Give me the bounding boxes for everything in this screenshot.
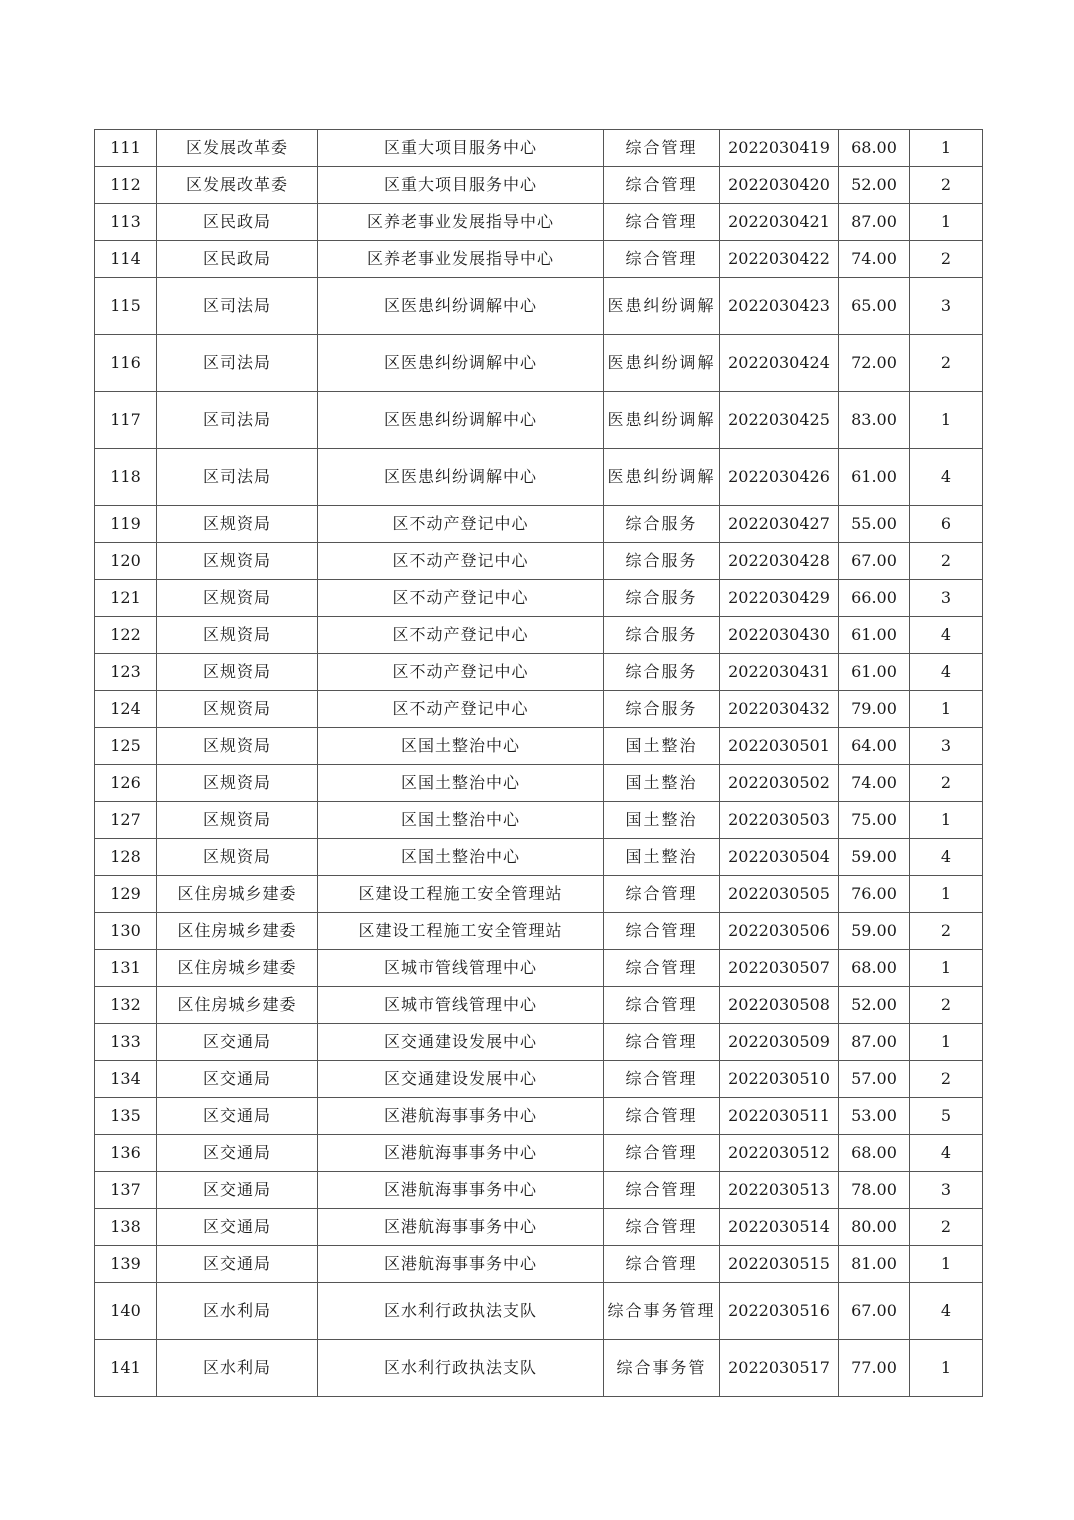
cell-score: 61.00	[839, 617, 910, 654]
cell-department: 区住房城乡建委	[157, 987, 318, 1024]
cell-recruiting-unit: 区不动产登记中心	[318, 691, 604, 728]
cell-rank: 1	[910, 1340, 983, 1397]
cell-exam-number: 2022030511	[720, 1098, 839, 1135]
cell-rank: 1	[910, 392, 983, 449]
cell-serial-number: 112	[95, 167, 157, 204]
cell-position: 综合管理	[604, 1246, 720, 1283]
cell-recruiting-unit: 区国土整治中心	[318, 839, 604, 876]
cell-position: 综合管理	[604, 1172, 720, 1209]
cell-exam-number: 2022030502	[720, 765, 839, 802]
cell-recruiting-unit: 区水利行政执法支队	[318, 1283, 604, 1340]
cell-recruiting-unit: 区港航海事事务中心	[318, 1135, 604, 1172]
cell-serial-number: 116	[95, 335, 157, 392]
cell-position: 综合管理	[604, 241, 720, 278]
cell-position: 综合管理	[604, 1209, 720, 1246]
cell-score: 87.00	[839, 1024, 910, 1061]
cell-department: 区交通局	[157, 1172, 318, 1209]
cell-score: 78.00	[839, 1172, 910, 1209]
cell-position: 综合管理	[604, 1061, 720, 1098]
cell-department: 区规资局	[157, 802, 318, 839]
cell-position: 综合管理	[604, 950, 720, 987]
cell-position: 综合管理	[604, 987, 720, 1024]
cell-position: 综合管理	[604, 1098, 720, 1135]
table-row	[95, 654, 983, 691]
cell-serial-number: 139	[95, 1246, 157, 1283]
cell-serial-number: 128	[95, 839, 157, 876]
cell-score: 68.00	[839, 130, 910, 167]
cell-score: 53.00	[839, 1098, 910, 1135]
cell-exam-number: 2022030426	[720, 449, 839, 506]
cell-rank: 2	[910, 543, 983, 580]
table-row	[95, 839, 983, 876]
cell-score: 74.00	[839, 241, 910, 278]
cell-position: 综合管理	[604, 130, 720, 167]
cell-exam-number: 2022030504	[720, 839, 839, 876]
cell-position: 国土整治	[604, 839, 720, 876]
cell-serial-number: 113	[95, 204, 157, 241]
cell-serial-number: 131	[95, 950, 157, 987]
cell-exam-number: 2022030510	[720, 1061, 839, 1098]
cell-position: 综合服务	[604, 617, 720, 654]
cell-recruiting-unit: 区港航海事事务中心	[318, 1172, 604, 1209]
cell-score: 72.00	[839, 335, 910, 392]
cell-exam-number: 2022030430	[720, 617, 839, 654]
cell-position: 综合服务	[604, 543, 720, 580]
cell-recruiting-unit: 区建设工程施工安全管理站	[318, 876, 604, 913]
cell-recruiting-unit: 区不动产登记中心	[318, 617, 604, 654]
cell-recruiting-unit: 区重大项目服务中心	[318, 167, 604, 204]
cell-exam-number: 2022030423	[720, 278, 839, 335]
table-row	[95, 691, 983, 728]
cell-exam-number: 2022030428	[720, 543, 839, 580]
cell-position: 综合服务	[604, 654, 720, 691]
cell-recruiting-unit: 区港航海事事务中心	[318, 1098, 604, 1135]
cell-recruiting-unit: 区城市管线管理中心	[318, 987, 604, 1024]
cell-position: 综合管理	[604, 167, 720, 204]
cell-position: 医患纠纷调解	[604, 392, 720, 449]
cell-recruiting-unit: 区不动产登记中心	[318, 506, 604, 543]
cell-position: 国土整治	[604, 728, 720, 765]
cell-department: 区民政局	[157, 241, 318, 278]
cell-exam-number: 2022030427	[720, 506, 839, 543]
cell-position: 综合事务管	[604, 1340, 720, 1397]
cell-exam-number: 2022030516	[720, 1283, 839, 1340]
cell-rank: 1	[910, 950, 983, 987]
cell-recruiting-unit: 区医患纠纷调解中心	[318, 392, 604, 449]
cell-serial-number: 121	[95, 580, 157, 617]
cell-serial-number: 141	[95, 1340, 157, 1397]
cell-department: 区司法局	[157, 392, 318, 449]
cell-department: 区交通局	[157, 1061, 318, 1098]
cell-recruiting-unit: 区养老事业发展指导中心	[318, 241, 604, 278]
cell-exam-number: 2022030503	[720, 802, 839, 839]
cell-serial-number: 117	[95, 392, 157, 449]
cell-exam-number: 2022030506	[720, 913, 839, 950]
cell-position: 医患纠纷调解	[604, 335, 720, 392]
cell-recruiting-unit: 区港航海事事务中心	[318, 1209, 604, 1246]
cell-exam-number: 2022030505	[720, 876, 839, 913]
cell-serial-number: 133	[95, 1024, 157, 1061]
cell-serial-number: 135	[95, 1098, 157, 1135]
cell-position: 综合管理	[604, 876, 720, 913]
table-row	[95, 1098, 983, 1135]
cell-score: 65.00	[839, 278, 910, 335]
cell-serial-number: 115	[95, 278, 157, 335]
cell-position: 综合事务管理	[604, 1283, 720, 1340]
cell-serial-number: 120	[95, 543, 157, 580]
table-row	[95, 1246, 983, 1283]
table-row	[95, 167, 983, 204]
table-row	[95, 913, 983, 950]
cell-serial-number: 124	[95, 691, 157, 728]
cell-score: 59.00	[839, 839, 910, 876]
cell-rank: 1	[910, 130, 983, 167]
cell-position: 综合服务	[604, 691, 720, 728]
cell-score: 61.00	[839, 654, 910, 691]
table-row	[95, 728, 983, 765]
cell-department: 区规资局	[157, 765, 318, 802]
cell-score: 83.00	[839, 392, 910, 449]
cell-exam-number: 2022030432	[720, 691, 839, 728]
table-row	[95, 204, 983, 241]
cell-position: 医患纠纷调解	[604, 278, 720, 335]
cell-department: 区司法局	[157, 335, 318, 392]
cell-department: 区发展改革委	[157, 167, 318, 204]
cell-department: 区规资局	[157, 691, 318, 728]
cell-department: 区交通局	[157, 1098, 318, 1135]
cell-department: 区规资局	[157, 580, 318, 617]
cell-rank: 2	[910, 765, 983, 802]
cell-score: 81.00	[839, 1246, 910, 1283]
cell-recruiting-unit: 区国土整治中心	[318, 728, 604, 765]
table-row	[95, 1024, 983, 1061]
results-table	[94, 129, 983, 1397]
cell-department: 区住房城乡建委	[157, 950, 318, 987]
table-row	[95, 987, 983, 1024]
cell-rank: 1	[910, 691, 983, 728]
cell-exam-number: 2022030424	[720, 335, 839, 392]
cell-rank: 1	[910, 1246, 983, 1283]
cell-recruiting-unit: 区交通建设发展中心	[318, 1061, 604, 1098]
cell-rank: 2	[910, 1061, 983, 1098]
cell-score: 66.00	[839, 580, 910, 617]
cell-exam-number: 2022030421	[720, 204, 839, 241]
cell-rank: 1	[910, 802, 983, 839]
cell-exam-number: 2022030501	[720, 728, 839, 765]
cell-serial-number: 129	[95, 876, 157, 913]
cell-rank: 1	[910, 876, 983, 913]
table-row	[95, 1172, 983, 1209]
table-row	[95, 950, 983, 987]
cell-rank: 2	[910, 913, 983, 950]
cell-rank: 3	[910, 580, 983, 617]
cell-department: 区规资局	[157, 543, 318, 580]
cell-recruiting-unit: 区重大项目服务中心	[318, 130, 604, 167]
cell-recruiting-unit: 区不动产登记中心	[318, 654, 604, 691]
cell-rank: 4	[910, 449, 983, 506]
cell-score: 68.00	[839, 950, 910, 987]
cell-rank: 4	[910, 654, 983, 691]
cell-department: 区住房城乡建委	[157, 876, 318, 913]
cell-score: 61.00	[839, 449, 910, 506]
cell-score: 75.00	[839, 802, 910, 839]
table-body	[95, 130, 983, 1397]
cell-serial-number: 111	[95, 130, 157, 167]
cell-score: 74.00	[839, 765, 910, 802]
cell-rank: 2	[910, 987, 983, 1024]
table-row	[95, 1135, 983, 1172]
cell-score: 67.00	[839, 1283, 910, 1340]
cell-serial-number: 126	[95, 765, 157, 802]
table-row	[95, 130, 983, 167]
cell-serial-number: 119	[95, 506, 157, 543]
cell-department: 区规资局	[157, 506, 318, 543]
cell-score: 79.00	[839, 691, 910, 728]
cell-serial-number: 137	[95, 1172, 157, 1209]
cell-rank: 4	[910, 1135, 983, 1172]
table-row	[95, 506, 983, 543]
cell-serial-number: 132	[95, 987, 157, 1024]
cell-position: 国土整治	[604, 765, 720, 802]
table-row	[95, 617, 983, 654]
cell-rank: 4	[910, 1283, 983, 1340]
cell-exam-number: 2022030515	[720, 1246, 839, 1283]
cell-department: 区规资局	[157, 654, 318, 691]
cell-score: 77.00	[839, 1340, 910, 1397]
cell-score: 64.00	[839, 728, 910, 765]
cell-exam-number: 2022030514	[720, 1209, 839, 1246]
table-row	[95, 1283, 983, 1340]
cell-department: 区民政局	[157, 204, 318, 241]
table-row	[95, 1340, 983, 1397]
cell-department: 区规资局	[157, 728, 318, 765]
cell-exam-number: 2022030425	[720, 392, 839, 449]
cell-serial-number: 138	[95, 1209, 157, 1246]
cell-position: 国土整治	[604, 802, 720, 839]
table-row	[95, 278, 983, 335]
cell-score: 87.00	[839, 204, 910, 241]
cell-recruiting-unit: 区不动产登记中心	[318, 580, 604, 617]
cell-department: 区规资局	[157, 839, 318, 876]
cell-serial-number: 118	[95, 449, 157, 506]
cell-rank: 4	[910, 617, 983, 654]
cell-serial-number: 114	[95, 241, 157, 278]
cell-serial-number: 122	[95, 617, 157, 654]
cell-department: 区交通局	[157, 1246, 318, 1283]
cell-department: 区发展改革委	[157, 130, 318, 167]
cell-exam-number: 2022030419	[720, 130, 839, 167]
cell-recruiting-unit: 区城市管线管理中心	[318, 950, 604, 987]
cell-recruiting-unit: 区医患纠纷调解中心	[318, 278, 604, 335]
cell-score: 52.00	[839, 987, 910, 1024]
cell-score: 68.00	[839, 1135, 910, 1172]
cell-recruiting-unit: 区医患纠纷调解中心	[318, 335, 604, 392]
cell-score: 57.00	[839, 1061, 910, 1098]
cell-department: 区交通局	[157, 1024, 318, 1061]
cell-exam-number: 2022030509	[720, 1024, 839, 1061]
cell-score: 59.00	[839, 913, 910, 950]
table-row	[95, 765, 983, 802]
cell-position: 医患纠纷调解	[604, 449, 720, 506]
cell-recruiting-unit: 区港航海事事务中心	[318, 1246, 604, 1283]
cell-score: 52.00	[839, 167, 910, 204]
cell-recruiting-unit: 区医患纠纷调解中心	[318, 449, 604, 506]
table-row	[95, 241, 983, 278]
cell-rank: 5	[910, 1098, 983, 1135]
cell-rank: 2	[910, 1209, 983, 1246]
cell-department: 区规资局	[157, 617, 318, 654]
cell-department: 区住房城乡建委	[157, 913, 318, 950]
cell-rank: 6	[910, 506, 983, 543]
cell-recruiting-unit: 区养老事业发展指导中心	[318, 204, 604, 241]
table-row	[95, 876, 983, 913]
cell-rank: 1	[910, 1024, 983, 1061]
cell-department: 区水利局	[157, 1283, 318, 1340]
cell-department: 区司法局	[157, 449, 318, 506]
cell-serial-number: 127	[95, 802, 157, 839]
cell-recruiting-unit: 区国土整治中心	[318, 765, 604, 802]
cell-department: 区水利局	[157, 1340, 318, 1397]
cell-score: 80.00	[839, 1209, 910, 1246]
cell-rank: 3	[910, 1172, 983, 1209]
cell-position: 综合服务	[604, 580, 720, 617]
cell-position: 综合管理	[604, 1024, 720, 1061]
cell-position: 综合服务	[604, 506, 720, 543]
table-row	[95, 1209, 983, 1246]
cell-exam-number: 2022030429	[720, 580, 839, 617]
cell-exam-number: 2022030512	[720, 1135, 839, 1172]
cell-department: 区交通局	[157, 1135, 318, 1172]
cell-rank: 2	[910, 167, 983, 204]
cell-position: 综合管理	[604, 913, 720, 950]
cell-exam-number: 2022030513	[720, 1172, 839, 1209]
cell-position: 综合管理	[604, 1135, 720, 1172]
cell-recruiting-unit: 区水利行政执法支队	[318, 1340, 604, 1397]
cell-exam-number: 2022030422	[720, 241, 839, 278]
cell-exam-number: 2022030508	[720, 987, 839, 1024]
table-row	[95, 335, 983, 392]
cell-serial-number: 123	[95, 654, 157, 691]
table-row	[95, 543, 983, 580]
cell-serial-number: 130	[95, 913, 157, 950]
cell-rank: 2	[910, 241, 983, 278]
cell-exam-number: 2022030507	[720, 950, 839, 987]
cell-department: 区司法局	[157, 278, 318, 335]
cell-rank: 1	[910, 204, 983, 241]
cell-score: 67.00	[839, 543, 910, 580]
table-row	[95, 392, 983, 449]
table-row	[95, 449, 983, 506]
cell-department: 区交通局	[157, 1209, 318, 1246]
table-row	[95, 802, 983, 839]
cell-rank: 4	[910, 839, 983, 876]
cell-exam-number: 2022030420	[720, 167, 839, 204]
cell-recruiting-unit: 区建设工程施工安全管理站	[318, 913, 604, 950]
cell-position: 综合管理	[604, 204, 720, 241]
table-row	[95, 580, 983, 617]
cell-serial-number: 140	[95, 1283, 157, 1340]
cell-recruiting-unit: 区不动产登记中心	[318, 543, 604, 580]
table-row	[95, 1061, 983, 1098]
cell-score: 76.00	[839, 876, 910, 913]
cell-exam-number: 2022030517	[720, 1340, 839, 1397]
cell-rank: 2	[910, 335, 983, 392]
cell-serial-number: 134	[95, 1061, 157, 1098]
cell-recruiting-unit: 区交通建设发展中心	[318, 1024, 604, 1061]
cell-serial-number: 136	[95, 1135, 157, 1172]
cell-recruiting-unit: 区国土整治中心	[318, 802, 604, 839]
cell-score: 55.00	[839, 506, 910, 543]
cell-rank: 3	[910, 278, 983, 335]
cell-exam-number: 2022030431	[720, 654, 839, 691]
cell-serial-number: 125	[95, 728, 157, 765]
cell-rank: 3	[910, 728, 983, 765]
